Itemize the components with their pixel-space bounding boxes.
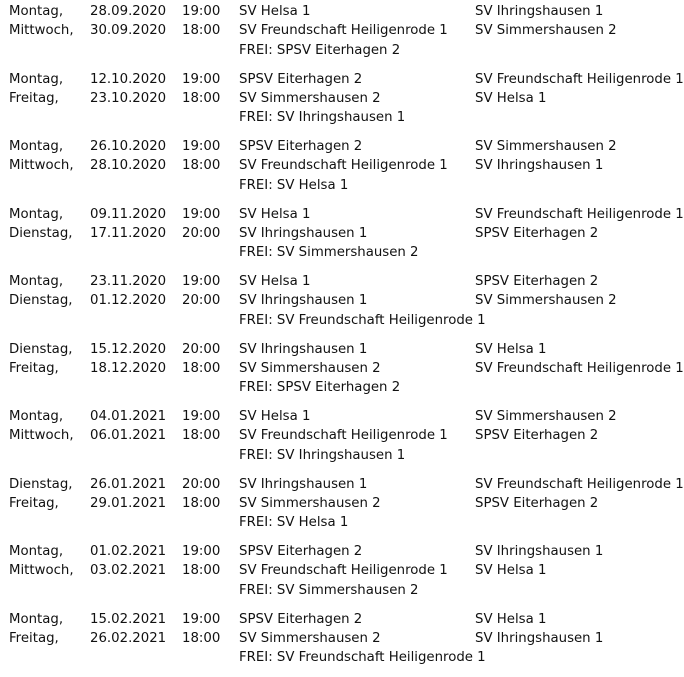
match-date: 01.02.2021 bbox=[90, 542, 166, 561]
match-row bbox=[9, 407, 679, 426]
away-team: SV Helsa 1 bbox=[475, 340, 546, 359]
match-date: 26.01.2021 bbox=[90, 475, 166, 494]
match-day: Montag, bbox=[9, 272, 63, 291]
bye-row bbox=[9, 311, 679, 330]
match-time: 20:00 bbox=[182, 340, 220, 359]
home-team: SV Helsa 1 bbox=[239, 407, 310, 426]
round-block bbox=[9, 137, 679, 205]
match-row bbox=[9, 205, 679, 224]
match-day: Dienstag, bbox=[9, 475, 73, 494]
match-day: Mittwoch, bbox=[9, 561, 74, 580]
bye-row bbox=[9, 648, 679, 667]
round-block bbox=[9, 610, 679, 677]
match-time: 19:00 bbox=[182, 2, 220, 21]
match-day: Montag, bbox=[9, 137, 63, 156]
away-team: SV Helsa 1 bbox=[475, 561, 546, 580]
home-team: SPSV Eiterhagen 2 bbox=[239, 70, 362, 89]
round-block bbox=[9, 205, 679, 273]
match-date: 04.01.2021 bbox=[90, 407, 166, 426]
match-date: 15.12.2020 bbox=[90, 340, 166, 359]
home-team: SV Freundschaft Heiligenrode 1 bbox=[239, 21, 448, 40]
match-row bbox=[9, 629, 679, 648]
match-time: 19:00 bbox=[182, 272, 220, 291]
match-date: 18.12.2020 bbox=[90, 359, 166, 378]
away-team: SV Freundschaft Heiligenrode 1 bbox=[475, 359, 684, 378]
match-day: Dienstag, bbox=[9, 224, 73, 243]
match-time: 20:00 bbox=[182, 224, 220, 243]
away-team: SPSV Eiterhagen 2 bbox=[475, 494, 598, 513]
match-date: 17.11.2020 bbox=[90, 224, 166, 243]
match-time: 18:00 bbox=[182, 561, 220, 580]
bye-team: FREI: SV Freundschaft Heiligenrode 1 bbox=[239, 648, 486, 667]
match-row bbox=[9, 561, 679, 580]
match-day: Dienstag, bbox=[9, 340, 73, 359]
match-row bbox=[9, 610, 679, 629]
away-team: SV Ihringshausen 1 bbox=[475, 629, 603, 648]
match-date: 28.09.2020 bbox=[90, 2, 166, 21]
match-day: Dienstag, bbox=[9, 291, 73, 310]
match-date: 12.10.2020 bbox=[90, 70, 166, 89]
away-team: SV Freundschaft Heiligenrode 1 bbox=[475, 205, 684, 224]
bye-team: FREI: SV Simmershausen 2 bbox=[239, 581, 419, 600]
home-team: SV Ihringshausen 1 bbox=[239, 224, 367, 243]
home-team: SV Simmershausen 2 bbox=[239, 629, 381, 648]
match-row bbox=[9, 137, 679, 156]
home-team: SPSV Eiterhagen 2 bbox=[239, 610, 362, 629]
bye-team: FREI: SV Freundschaft Heiligenrode 1 bbox=[239, 311, 486, 330]
away-team: SV Freundschaft Heiligenrode 1 bbox=[475, 70, 684, 89]
round-block bbox=[9, 70, 679, 138]
bye-row bbox=[9, 581, 679, 600]
round-block bbox=[9, 2, 679, 70]
match-date: 15.02.2021 bbox=[90, 610, 166, 629]
match-date: 06.01.2021 bbox=[90, 426, 166, 445]
match-date: 23.11.2020 bbox=[90, 272, 166, 291]
match-row bbox=[9, 156, 679, 175]
match-time: 18:00 bbox=[182, 89, 220, 108]
fixture-schedule bbox=[9, 2, 679, 677]
home-team: SV Helsa 1 bbox=[239, 272, 310, 291]
bye-row bbox=[9, 41, 679, 60]
home-team: SV Freundschaft Heiligenrode 1 bbox=[239, 426, 448, 445]
match-date: 01.12.2020 bbox=[90, 291, 166, 310]
away-team: SV Freundschaft Heiligenrode 1 bbox=[475, 475, 684, 494]
bye-row bbox=[9, 243, 679, 262]
match-time: 19:00 bbox=[182, 70, 220, 89]
match-row bbox=[9, 70, 679, 89]
match-row bbox=[9, 272, 679, 291]
home-team: SV Freundschaft Heiligenrode 1 bbox=[239, 156, 448, 175]
match-date: 23.10.2020 bbox=[90, 89, 166, 108]
bye-row bbox=[9, 108, 679, 127]
match-date: 28.10.2020 bbox=[90, 156, 166, 175]
bye-row bbox=[9, 446, 679, 465]
home-team: SPSV Eiterhagen 2 bbox=[239, 137, 362, 156]
round-block bbox=[9, 542, 679, 610]
match-date: 26.02.2021 bbox=[90, 629, 166, 648]
away-team: SV Ihringshausen 1 bbox=[475, 156, 603, 175]
home-team: SV Freundschaft Heiligenrode 1 bbox=[239, 561, 448, 580]
match-day: Freitag, bbox=[9, 359, 59, 378]
home-team: SV Simmershausen 2 bbox=[239, 494, 381, 513]
away-team: SV Helsa 1 bbox=[475, 89, 546, 108]
match-day: Montag, bbox=[9, 407, 63, 426]
away-team: SPSV Eiterhagen 2 bbox=[475, 224, 598, 243]
match-row bbox=[9, 224, 679, 243]
away-team: SV Simmershausen 2 bbox=[475, 137, 617, 156]
home-team: SV Simmershausen 2 bbox=[239, 359, 381, 378]
away-team: SPSV Eiterhagen 2 bbox=[475, 272, 598, 291]
bye-team: FREI: SV Helsa 1 bbox=[239, 513, 348, 532]
match-time: 19:00 bbox=[182, 407, 220, 426]
match-day: Montag, bbox=[9, 542, 63, 561]
bye-team: FREI: SV Ihringshausen 1 bbox=[239, 446, 405, 465]
match-row bbox=[9, 542, 679, 561]
bye-team: FREI: SPSV Eiterhagen 2 bbox=[239, 378, 400, 397]
match-date: 03.02.2021 bbox=[90, 561, 166, 580]
home-team: SV Ihringshausen 1 bbox=[239, 291, 367, 310]
bye-team: FREI: SV Ihringshausen 1 bbox=[239, 108, 405, 127]
match-day: Freitag, bbox=[9, 629, 59, 648]
match-day: Mittwoch, bbox=[9, 156, 74, 175]
match-time: 18:00 bbox=[182, 21, 220, 40]
bye-row bbox=[9, 513, 679, 532]
match-day: Montag, bbox=[9, 205, 63, 224]
bye-row bbox=[9, 176, 679, 195]
match-time: 18:00 bbox=[182, 426, 220, 445]
away-team: SV Simmershausen 2 bbox=[475, 407, 617, 426]
away-team: SV Helsa 1 bbox=[475, 610, 546, 629]
match-time: 19:00 bbox=[182, 137, 220, 156]
home-team: SPSV Eiterhagen 2 bbox=[239, 542, 362, 561]
home-team: SV Ihringshausen 1 bbox=[239, 340, 367, 359]
match-date: 30.09.2020 bbox=[90, 21, 166, 40]
bye-team: FREI: SPSV Eiterhagen 2 bbox=[239, 41, 400, 60]
match-row bbox=[9, 359, 679, 378]
match-time: 20:00 bbox=[182, 291, 220, 310]
bye-team: FREI: SV Simmershausen 2 bbox=[239, 243, 419, 262]
bye-row bbox=[9, 378, 679, 397]
match-time: 20:00 bbox=[182, 475, 220, 494]
match-row bbox=[9, 340, 679, 359]
away-team: SV Ihringshausen 1 bbox=[475, 542, 603, 561]
match-time: 18:00 bbox=[182, 494, 220, 513]
match-time: 19:00 bbox=[182, 542, 220, 561]
match-row bbox=[9, 2, 679, 21]
match-time: 19:00 bbox=[182, 205, 220, 224]
round-block bbox=[9, 340, 679, 408]
match-time: 19:00 bbox=[182, 610, 220, 629]
home-team: SV Ihringshausen 1 bbox=[239, 475, 367, 494]
home-team: SV Helsa 1 bbox=[239, 205, 310, 224]
match-day: Montag, bbox=[9, 2, 63, 21]
away-team: SV Ihringshausen 1 bbox=[475, 2, 603, 21]
match-row bbox=[9, 291, 679, 310]
round-block bbox=[9, 407, 679, 475]
round-block bbox=[9, 475, 679, 543]
away-team: SPSV Eiterhagen 2 bbox=[475, 426, 598, 445]
home-team: SV Helsa 1 bbox=[239, 2, 310, 21]
match-time: 18:00 bbox=[182, 359, 220, 378]
match-day: Montag, bbox=[9, 70, 63, 89]
bye-team: FREI: SV Helsa 1 bbox=[239, 176, 348, 195]
round-block bbox=[9, 272, 679, 340]
match-row bbox=[9, 89, 679, 108]
match-day: Mittwoch, bbox=[9, 21, 74, 40]
match-day: Mittwoch, bbox=[9, 426, 74, 445]
match-date: 09.11.2020 bbox=[90, 205, 166, 224]
away-team: SV Simmershausen 2 bbox=[475, 21, 617, 40]
match-date: 26.10.2020 bbox=[90, 137, 166, 156]
away-team: SV Simmershausen 2 bbox=[475, 291, 617, 310]
home-team: SV Simmershausen 2 bbox=[239, 89, 381, 108]
match-time: 18:00 bbox=[182, 629, 220, 648]
match-day: Montag, bbox=[9, 610, 63, 629]
match-row bbox=[9, 21, 679, 40]
match-date: 29.01.2021 bbox=[90, 494, 166, 513]
match-day: Freitag, bbox=[9, 89, 59, 108]
match-row bbox=[9, 494, 679, 513]
match-time: 18:00 bbox=[182, 156, 220, 175]
match-row bbox=[9, 475, 679, 494]
match-day: Freitag, bbox=[9, 494, 59, 513]
match-row bbox=[9, 426, 679, 445]
